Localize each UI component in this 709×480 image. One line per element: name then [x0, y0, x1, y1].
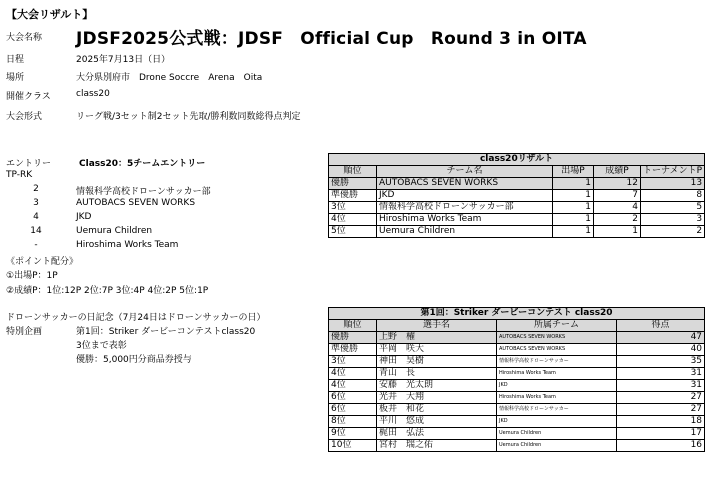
table-row — [329, 356, 705, 368]
striker-player: 平川 悠成 — [377, 416, 497, 428]
table-row — [329, 368, 705, 380]
result-score-points: 4 — [594, 202, 641, 214]
table-row — [329, 332, 705, 344]
table-row — [329, 380, 705, 392]
result-entry-points: 1 — [553, 190, 594, 202]
special-title: ドローンサッカーの日記念（7月24日はドローンサッカーの日） — [6, 313, 266, 323]
info-label-date: 日程 — [6, 55, 25, 65]
special-line-1: 第1回：Striker ダービーコンテストclass20 — [76, 327, 256, 337]
striker-points: 18 — [617, 416, 705, 428]
striker-points: 31 — [617, 380, 705, 392]
striker-player: 宮村 瑞之佑 — [377, 440, 497, 452]
info-value-format: リーグ戦/3セット制2セット先取/勝利数同数総得点判定 — [76, 112, 301, 122]
entry-rk: 3 — [33, 198, 39, 208]
special-line-3: 優勝：5,000円分商品券授与 — [76, 355, 192, 365]
table-row — [329, 190, 705, 202]
striker-points: 17 — [617, 428, 705, 440]
entry-team: Hiroshima Works Team — [76, 240, 179, 250]
info-value-class: class20 — [76, 89, 110, 99]
striker-table — [328, 307, 705, 452]
table-row — [329, 404, 705, 416]
info-value-date: 2025年7月13日（日） — [76, 55, 171, 65]
result-entry-points: 1 — [553, 202, 594, 214]
striker-team: AUTOBACS SEVEN WORKS — [497, 344, 617, 356]
info-label-name: 大会名称 — [6, 33, 43, 43]
striker-points: 47 — [617, 332, 705, 344]
result-tournament-points: 5 — [641, 202, 705, 214]
result-header-entry: 出場P — [553, 166, 594, 178]
striker-rank: 4位 — [329, 380, 377, 392]
striker-header-points: 得点 — [617, 320, 705, 332]
result-rank: 5位 — [329, 226, 377, 238]
striker-player: 安藤 光太朗 — [377, 380, 497, 392]
entry-team: AUTOBACS SEVEN WORKS — [76, 198, 196, 208]
striker-header-player: 選手名 — [377, 320, 497, 332]
striker-team: JKD — [497, 380, 617, 392]
striker-team: 情報科学高校ドローンサッカー — [497, 404, 617, 416]
result-team: AUTOBACS SEVEN WORKS — [377, 178, 553, 190]
result-rank: 3位 — [329, 202, 377, 214]
points-line-1: ①出場P：1P — [6, 271, 58, 281]
striker-rank: 10位 — [329, 440, 377, 452]
striker-points: 27 — [617, 404, 705, 416]
table-row — [329, 214, 705, 226]
striker-header-rank: 順位 — [329, 320, 377, 332]
striker-points: 31 — [617, 368, 705, 380]
striker-rank: 優勝 — [329, 332, 377, 344]
entry-rk: - — [34, 240, 38, 250]
result-team: Hiroshima Works Team — [377, 214, 553, 226]
striker-rank: 準優勝 — [329, 344, 377, 356]
info-label-venue: 場所 — [6, 73, 25, 83]
table-row — [329, 440, 705, 452]
striker-rank: 6位 — [329, 392, 377, 404]
result-table — [328, 153, 705, 238]
page-header: 【大会リザルト】 — [6, 8, 94, 21]
striker-table-title: 第1回：Striker ダービーコンテスト class20 — [329, 308, 705, 320]
result-team: JKD — [377, 190, 553, 202]
table-row — [329, 428, 705, 440]
striker-player: 光井 大翔 — [377, 392, 497, 404]
striker-rank: 9位 — [329, 428, 377, 440]
result-entry-points: 1 — [553, 226, 594, 238]
result-rank: 準優勝 — [329, 190, 377, 202]
striker-rank: 8位 — [329, 416, 377, 428]
result-tournament-points: 13 — [641, 178, 705, 190]
points-line-2: ②成績P：1位:12P 2位:7P 3位:4P 4位:2P 5位:1P — [6, 286, 209, 296]
entry-rk: 4 — [33, 212, 39, 222]
entry-rk: 2 — [33, 184, 39, 194]
result-team: 情報科学高校ドローンサッカー部 — [377, 202, 553, 214]
table-row — [329, 226, 705, 238]
striker-team: Hiroshima Works Team — [497, 392, 617, 404]
info-value-venue: 大分県別府市 Drone Soccre Arena Oita — [76, 73, 263, 83]
result-rank: 4位 — [329, 214, 377, 226]
striker-team: JKD — [497, 416, 617, 428]
table-row — [329, 202, 705, 214]
result-score-points: 7 — [594, 190, 641, 202]
table-row — [329, 416, 705, 428]
table-row — [329, 344, 705, 356]
striker-header-team: 所属チーム — [497, 320, 617, 332]
striker-rank: 3位 — [329, 356, 377, 368]
result-rank: 優勝 — [329, 178, 377, 190]
entry-team: JKD — [76, 212, 92, 222]
result-header-total: トーナメントP — [641, 166, 705, 178]
striker-player: 板井 和花 — [377, 404, 497, 416]
result-entry-points: 1 — [553, 178, 594, 190]
striker-player: 上野 櫂 — [377, 332, 497, 344]
result-score-points: 12 — [594, 178, 641, 190]
entry-rk: 14 — [30, 226, 42, 236]
striker-team: AUTOBACS SEVEN WORKS — [497, 332, 617, 344]
striker-player: 青山 長 — [377, 368, 497, 380]
striker-points: 35 — [617, 356, 705, 368]
entry-team: 情報科学高校ドローンサッカー部 — [76, 187, 211, 197]
striker-points: 27 — [617, 392, 705, 404]
special-line-2: 3位まで表彰 — [76, 341, 127, 351]
result-header-team: チーム名 — [377, 166, 553, 178]
result-score-points: 1 — [594, 226, 641, 238]
table-row — [329, 178, 705, 190]
striker-team: Hiroshima Works Team — [497, 368, 617, 380]
striker-rank: 4位 — [329, 368, 377, 380]
result-team: Uemura Children — [377, 226, 553, 238]
striker-player: 平岡 咲大 — [377, 344, 497, 356]
entry-title: Class20：5チームエントリー — [79, 159, 206, 169]
result-tournament-points: 2 — [641, 226, 705, 238]
striker-rank: 6位 — [329, 404, 377, 416]
points-title: 《ポイント配分》 — [6, 257, 79, 267]
info-label-class: 開催クラス — [6, 92, 51, 102]
result-tournament-points: 3 — [641, 214, 705, 226]
striker-points: 40 — [617, 344, 705, 356]
result-header-rank: 順位 — [329, 166, 377, 178]
result-header-score: 成績P — [594, 166, 641, 178]
striker-points: 16 — [617, 440, 705, 452]
striker-team: 情報科学高校ドローンサッカー — [497, 356, 617, 368]
striker-player: 梶田 弘法 — [377, 428, 497, 440]
result-tournament-points: 8 — [641, 190, 705, 202]
result-entry-points: 1 — [553, 214, 594, 226]
entry-column-label: TP-RK — [6, 170, 33, 180]
info-label-format: 大会形式 — [6, 112, 43, 122]
striker-player: 神田 昊樹 — [377, 356, 497, 368]
special-label: 特別企画 — [6, 327, 43, 337]
table-row — [329, 392, 705, 404]
entry-team: Uemura Children — [76, 226, 153, 236]
striker-team: Uemura Children — [497, 428, 617, 440]
striker-team: Uemura Children — [497, 440, 617, 452]
result-score-points: 2 — [594, 214, 641, 226]
tournament-title: JDSF2025公式戦：JDSF Official Cup Round 3 in OITA — [76, 29, 587, 49]
result-table-title: class20リザルト — [329, 154, 705, 166]
entry-label: エントリー — [6, 159, 52, 169]
